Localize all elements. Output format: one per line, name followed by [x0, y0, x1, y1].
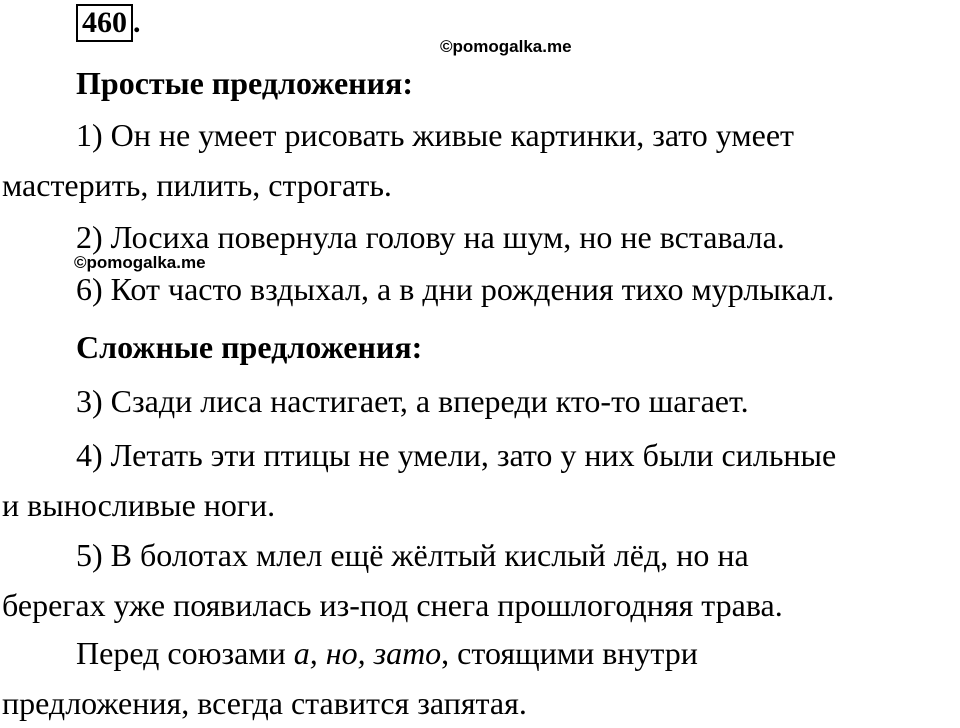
sentence-6-text: 6) Кот часто вздыхал, а в дни рождения тихо мурлыкал.: [76, 271, 835, 307]
sentence-2-text: 2) Лосиха повернула голову на шум, но не вставала.: [76, 219, 785, 255]
exercise-header: [76, 4, 141, 42]
complex-sentences-heading: Сложные предложения:: [76, 329, 423, 365]
sentence-3: [2, 376, 958, 426]
sentence-1-line-1: 1) Он не умеет рисовать живые картинки, зато умеет: [76, 117, 794, 153]
rule-paragraph: [2, 628, 958, 728]
sentence-4: [2, 430, 958, 530]
sentence-5-line-1: 5) В болотах млел ещё жёлтый кислый лёд, но на: [76, 537, 749, 573]
rule-line-1: [2, 628, 958, 678]
rule-line-2: предложения, всегда ставится запятая.: [2, 685, 527, 721]
rule-text-after: , стоящими внутри: [441, 635, 698, 671]
exercise-number-dot: .: [133, 6, 141, 39]
sentence-1-line-2: мастерить, пилить, строгать.: [2, 167, 392, 203]
sentence-4-line-2: и выносливые ноги.: [2, 487, 276, 523]
watermark-top: ©pomogalka.me: [440, 37, 572, 56]
watermark-middle: ©pomogalka.me: [74, 253, 206, 272]
exercise-number: 460: [76, 4, 133, 42]
sentence-3-text: 3) Сзади лиса настигает, а впереди кто-то шагает.: [76, 383, 749, 419]
sentence-1: [2, 110, 958, 210]
sentence-5: [2, 530, 958, 630]
sentence-5-line-2: берегах уже появилась из-под снега прошлогодняя трава.: [2, 587, 783, 623]
rule-text-before: Перед союзами: [76, 635, 294, 671]
simple-sentences-heading: Простые предложения:: [76, 65, 413, 101]
sentence-6: [2, 264, 958, 314]
rule-conjunctions: а, но, зато: [293, 635, 442, 671]
sentence-4-line-1: 4) Летать эти птицы не умели, зато у них были сильные: [76, 437, 837, 473]
